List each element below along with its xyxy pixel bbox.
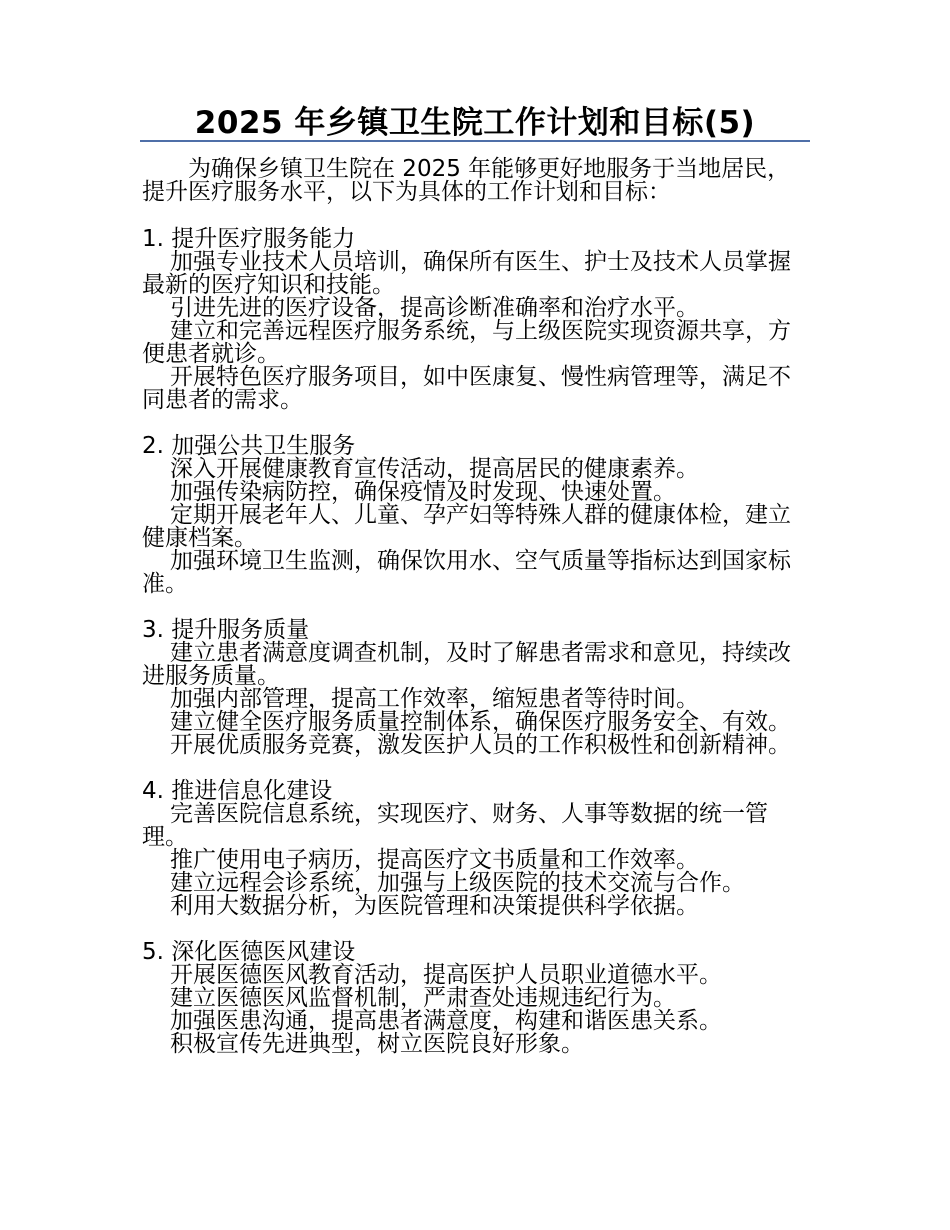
list-item: 完善医院信息系统，实现医疗、财务、人事等数据的统一管理。	[142, 801, 768, 850]
section-1	[142, 228, 797, 412]
list-item: 加强内部管理，提高工作效率，缩短患者等待时间。	[170, 686, 699, 712]
list-item: 建立医德医风监督机制，严肃查处违规违纪行为。	[170, 985, 676, 1011]
list-item: 推广使用电子病历，提高医疗文书质量和工作效率。	[170, 847, 699, 873]
section-heading: 3. 提升服务质量	[142, 617, 310, 643]
list-item: 利用大数据分析，为医院管理和决策提供科学依据。	[170, 893, 699, 919]
list-item: 加强医患沟通，提高患者满意度，构建和谐医患关系。	[170, 1008, 722, 1034]
list-item: 建立患者满意度调查机制，及时了解患者需求和意见，持续改进服务质量。	[142, 640, 791, 689]
document-title: 2025 年乡镇卫生院工作计划和目标(5)	[194, 105, 756, 141]
list-item: 定期开展老年人、儿童、孕产妇等特殊人群的健康体检，建立健康档案。	[142, 502, 791, 551]
list-item: 开展特色医疗服务项目，如中医康复、慢性病管理等，满足不同患者的需求。	[142, 364, 791, 413]
section-heading: 1. 提升医疗服务能力	[142, 226, 356, 252]
list-item: 建立健全医疗服务质量控制体系，确保医疗服务安全、有效。	[170, 709, 791, 735]
list-item: 加强环境卫生监测，确保饮用水、空气质量等指标达到国家标准。	[142, 548, 791, 597]
section-4	[142, 780, 797, 918]
list-item: 加强专业技术人员培训，确保所有医生、护士及技术人员掌握最新的医疗知识和技能。	[142, 249, 791, 298]
list-item: 积极宣传先进典型，树立医院良好形象。	[170, 1031, 584, 1057]
section-heading: 4. 推进信息化建设	[142, 778, 333, 804]
list-item: 深入开展健康教育宣传活动，提高居民的健康素养。	[170, 456, 699, 482]
list-item: 引进先进的医疗设备，提高诊断准确率和治疗水平。	[170, 295, 699, 321]
list-item: 建立远程会诊系统，加强与上级医院的技术交流与合作。	[170, 870, 745, 896]
section-heading: 2. 加强公共卫生服务	[142, 433, 356, 459]
document-body	[142, 158, 797, 1079]
list-item: 开展医德医风教育活动，提高医护人员职业道德水平。	[170, 962, 722, 988]
section-5	[142, 941, 797, 1056]
list-item: 建立和完善远程医疗服务系统，与上级医院实现资源共享，方便患者就诊。	[142, 318, 791, 367]
list-item: 开展优质服务竞赛，激发医护人员的工作积极性和创新精神。	[170, 732, 791, 758]
section-3	[142, 619, 797, 757]
section-2	[142, 435, 797, 596]
list-item: 加强传染病防控，确保疫情及时发现、快速处置。	[170, 479, 676, 505]
section-heading: 5. 深化医德医风建设	[142, 939, 356, 965]
title-underline	[140, 140, 810, 142]
intro-paragraph: 为确保乡镇卫生院在 2025 年能够更好地服务于当地居民，提升医疗服务水平，以下为具体的工作计划和目标：	[142, 156, 791, 205]
